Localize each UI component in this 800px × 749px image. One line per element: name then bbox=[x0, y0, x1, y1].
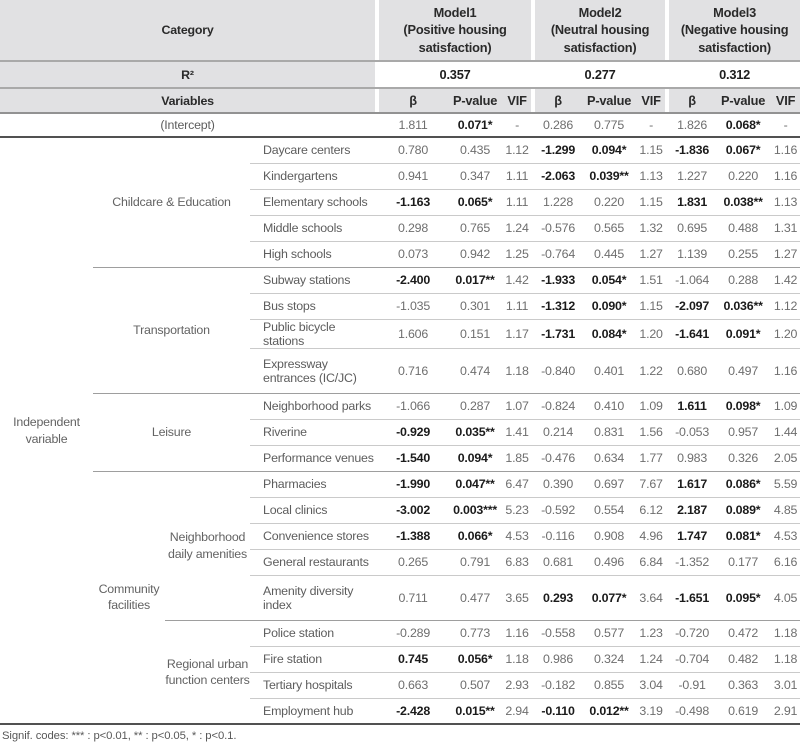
vif-value: 6.83 bbox=[503, 549, 531, 575]
table-row bbox=[0, 267, 800, 293]
variable-label: Kindergartens bbox=[250, 163, 375, 189]
p-value: 0.287 bbox=[447, 393, 503, 419]
vif-value: 3.65 bbox=[503, 575, 531, 620]
p-value: 0.220 bbox=[715, 163, 771, 189]
beta-value: -0.558 bbox=[535, 620, 581, 646]
beta-value: -1.731 bbox=[535, 319, 581, 348]
vif-value: 1.51 bbox=[637, 267, 665, 293]
model1-header bbox=[379, 0, 531, 61]
vif-value: 1.18 bbox=[503, 348, 531, 393]
beta-value: 0.716 bbox=[379, 348, 447, 393]
p-value: 0.177 bbox=[715, 549, 771, 575]
vif-value: 1.27 bbox=[637, 241, 665, 267]
variable-label: Elementary schools bbox=[250, 189, 375, 215]
p-value: 0.831 bbox=[581, 419, 637, 445]
vif-value: 4.85 bbox=[771, 497, 800, 523]
variable-label: High schools bbox=[250, 241, 375, 267]
beta-value: -0.592 bbox=[535, 497, 581, 523]
beta-value: 1.826 bbox=[669, 113, 715, 137]
vif-value: 1.15 bbox=[637, 189, 665, 215]
independent-variable-label: Independent variable bbox=[13, 415, 80, 446]
vif-value: 1.13 bbox=[771, 189, 800, 215]
vif-value: 1.18 bbox=[771, 620, 800, 646]
vif-value: 6.12 bbox=[637, 497, 665, 523]
vif-value: 4.05 bbox=[771, 575, 800, 620]
variable-label: Performance venues bbox=[250, 445, 375, 471]
p-value: 0.015** bbox=[447, 698, 503, 724]
p-value: 0.435 bbox=[460, 143, 491, 158]
beta-value: 0.265 bbox=[379, 549, 447, 575]
variable-label: Middle schools bbox=[250, 215, 375, 241]
p-value: 0.036** bbox=[715, 293, 771, 319]
beta-value: -2.428 bbox=[379, 698, 447, 724]
p-value: 0.288 bbox=[715, 267, 771, 293]
beta-value: -0.289 bbox=[379, 620, 447, 646]
beta-value: 0.983 bbox=[669, 445, 715, 471]
beta-value: -0.182 bbox=[535, 672, 581, 698]
p-value: 0.507 bbox=[447, 672, 503, 698]
vif-value: 1.42 bbox=[771, 267, 800, 293]
vif-value: 1.18 bbox=[771, 646, 800, 672]
p-value: 0.410 bbox=[581, 393, 637, 419]
model3-r2-value: 0.312 bbox=[669, 61, 800, 88]
subcategory-cell: Neighborhood daily amenities bbox=[165, 471, 250, 620]
variable-label: Daycare centers bbox=[263, 143, 351, 158]
vif-value: 7.67 bbox=[637, 471, 665, 497]
beta-value: -2.063 bbox=[535, 163, 581, 189]
vif-value: 1.17 bbox=[503, 319, 531, 348]
p-value: 0.496 bbox=[581, 549, 637, 575]
variable-label: Neighborhood parks bbox=[250, 393, 375, 419]
variable-label: Amenity diversity index bbox=[250, 575, 375, 620]
vif-value: 1.27 bbox=[771, 241, 800, 267]
beta-value: 0.680 bbox=[669, 348, 715, 393]
vif-value: 3.64 bbox=[637, 575, 665, 620]
beta-value: -0.498 bbox=[669, 698, 715, 724]
vif-value: 1.77 bbox=[637, 445, 665, 471]
vif-value: 6.47 bbox=[503, 471, 531, 497]
p-value: 0.003*** bbox=[447, 497, 503, 523]
vif-value: 3.19 bbox=[637, 698, 665, 724]
p-value: 0.497 bbox=[715, 348, 771, 393]
vif-value: 1.85 bbox=[503, 445, 531, 471]
p-value: 0.347 bbox=[447, 163, 503, 189]
variable-label: Bus stops bbox=[250, 293, 375, 319]
beta-value: 0.298 bbox=[379, 215, 447, 241]
table-row bbox=[0, 137, 800, 163]
vif-value: 1.09 bbox=[637, 393, 665, 419]
beta-value: -1.035 bbox=[379, 293, 447, 319]
variable-label: Police station bbox=[250, 620, 375, 646]
category-cell: Leisure bbox=[93, 393, 250, 471]
variable-label: Expressway entrances (IC/JC) bbox=[250, 348, 375, 393]
vif-value: 1.22 bbox=[637, 348, 665, 393]
p-value: 0.065* bbox=[447, 189, 503, 215]
vif-value: 1.12 bbox=[505, 143, 529, 158]
variable-label: Convenience stores bbox=[250, 523, 375, 549]
vif-value: 1.16 bbox=[773, 143, 798, 158]
vif-value: 1.25 bbox=[503, 241, 531, 267]
vif-value: 3.04 bbox=[637, 672, 665, 698]
beta-value: 0.745 bbox=[379, 646, 447, 672]
model2-header bbox=[535, 0, 665, 61]
beta-value: -1.388 bbox=[379, 523, 447, 549]
beta-value: -1.066 bbox=[379, 393, 447, 419]
p-value: 0.697 bbox=[581, 471, 637, 497]
beta-value: 1.611 bbox=[669, 393, 715, 419]
beta-value: -1.352 bbox=[669, 549, 715, 575]
beta-value: 1.139 bbox=[669, 241, 715, 267]
p-value: 0.047** bbox=[447, 471, 503, 497]
beta-value: -1.990 bbox=[379, 471, 447, 497]
beta-value: -1.299 bbox=[541, 143, 576, 158]
p-value: 0.035** bbox=[447, 419, 503, 445]
p-value: 0.401 bbox=[581, 348, 637, 393]
subcategory-cell: Regional urban function centers bbox=[165, 620, 250, 724]
vif-value: 6.16 bbox=[771, 549, 800, 575]
p-value: 0.488 bbox=[715, 215, 771, 241]
variables-label: Variables bbox=[0, 88, 375, 113]
p-value: 0.081* bbox=[715, 523, 771, 549]
beta-value: -1.836 bbox=[675, 143, 710, 158]
p-value: 0.094* bbox=[447, 445, 503, 471]
table-row bbox=[0, 471, 800, 497]
variable-label: General restaurants bbox=[250, 549, 375, 575]
p-value: 0.151 bbox=[447, 319, 503, 348]
p-value: 0.066* bbox=[447, 523, 503, 549]
vif-value: 2.93 bbox=[503, 672, 531, 698]
p-value: 0.765 bbox=[447, 215, 503, 241]
category-cell: Childcare & Education bbox=[112, 195, 231, 210]
p-value: 0.477 bbox=[447, 575, 503, 620]
model1-title: Model1 bbox=[433, 5, 477, 21]
beta-value: -0.476 bbox=[535, 445, 581, 471]
beta-value: -2.400 bbox=[379, 267, 447, 293]
vif-value: 1.15 bbox=[637, 293, 665, 319]
model2-vif-header: VIF bbox=[637, 88, 665, 113]
model1-r2-value: 0.357 bbox=[379, 61, 531, 88]
vif-value: 1.07 bbox=[503, 393, 531, 419]
variable-label: Tertiary hospitals bbox=[250, 672, 375, 698]
vif-value: 1.31 bbox=[771, 215, 800, 241]
p-value: 0.619 bbox=[715, 698, 771, 724]
beta-value: -1.064 bbox=[669, 267, 715, 293]
vif-value: 2.91 bbox=[771, 698, 800, 724]
beta-value: -1.540 bbox=[379, 445, 447, 471]
model2-subtitle: (Neutral housing satisfaction) bbox=[550, 22, 650, 55]
p-value: 0.363 bbox=[715, 672, 771, 698]
beta-value: 0.711 bbox=[379, 575, 447, 620]
model3-title: Model3 bbox=[713, 5, 757, 21]
vif-value: 5.23 bbox=[503, 497, 531, 523]
p-value: 0.091* bbox=[715, 319, 771, 348]
p-value: 0.474 bbox=[447, 348, 503, 393]
vif-value: 4.96 bbox=[637, 523, 665, 549]
p-value: 0.773 bbox=[447, 620, 503, 646]
p-value: 0.056* bbox=[447, 646, 503, 672]
vif-value: 1.20 bbox=[637, 319, 665, 348]
category-cell: Transportation bbox=[93, 267, 250, 393]
table-row bbox=[0, 393, 800, 419]
vif-value: 1.12 bbox=[771, 293, 800, 319]
p-value: 0.039** bbox=[581, 163, 637, 189]
vif-value: 1.11 bbox=[503, 163, 531, 189]
vif-value: 1.18 bbox=[503, 646, 531, 672]
beta-value: 0.390 bbox=[535, 471, 581, 497]
p-value: 0.017** bbox=[447, 267, 503, 293]
p-value: 0.071* bbox=[447, 113, 503, 137]
beta-value: -0.824 bbox=[535, 393, 581, 419]
vif-value: 1.23 bbox=[637, 620, 665, 646]
p-value: 0.301 bbox=[447, 293, 503, 319]
vif-value: - bbox=[771, 113, 800, 137]
beta-value: 0.214 bbox=[535, 419, 581, 445]
beta-value: 1.831 bbox=[669, 189, 715, 215]
beta-value: -0.764 bbox=[535, 241, 581, 267]
signif-codes-note: Signif. codes: *** : p<0.01, ** : p<0.05, * : p<0.1. bbox=[2, 730, 237, 742]
beta-value: -0.929 bbox=[379, 419, 447, 445]
p-value: 0.775 bbox=[581, 113, 637, 137]
vif-value: - bbox=[637, 113, 665, 137]
r2-label: R² bbox=[0, 61, 375, 88]
vif-value: 2.94 bbox=[503, 698, 531, 724]
model1-vif-header: VIF bbox=[503, 88, 531, 113]
beta-value: -3.002 bbox=[379, 497, 447, 523]
beta-value: -0.91 bbox=[669, 672, 715, 698]
model1-beta-header: β bbox=[379, 88, 447, 113]
variable-label: Public bicycle stations bbox=[250, 319, 375, 348]
p-value: 0.077* bbox=[581, 575, 637, 620]
vif-value: 1.16 bbox=[771, 348, 800, 393]
vif-value: - bbox=[503, 113, 531, 137]
vif-value: 1.11 bbox=[503, 293, 531, 319]
beta-value: 1.617 bbox=[669, 471, 715, 497]
p-value: 0.084* bbox=[581, 319, 637, 348]
beta-value: -0.576 bbox=[535, 215, 581, 241]
vif-value: 1.44 bbox=[771, 419, 800, 445]
beta-value: -1.163 bbox=[379, 189, 447, 215]
beta-value: -0.720 bbox=[669, 620, 715, 646]
p-value: 0.012** bbox=[581, 698, 637, 724]
p-value: 0.324 bbox=[581, 646, 637, 672]
model2-beta-header: β bbox=[535, 88, 581, 113]
intercept-row bbox=[0, 113, 800, 137]
p-value: 0.634 bbox=[581, 445, 637, 471]
model3-pvalue-header: P-value bbox=[715, 88, 771, 113]
beta-value: 0.293 bbox=[535, 575, 581, 620]
vif-value: 4.53 bbox=[503, 523, 531, 549]
beta-value: 0.286 bbox=[535, 113, 581, 137]
beta-value: 1.227 bbox=[669, 163, 715, 189]
beta-value: -0.840 bbox=[535, 348, 581, 393]
model1-pvalue-header: P-value bbox=[447, 88, 503, 113]
model3-header bbox=[669, 0, 800, 61]
vif-value: 1.42 bbox=[503, 267, 531, 293]
vif-value: 1.16 bbox=[503, 620, 531, 646]
beta-value: -0.116 bbox=[535, 523, 581, 549]
model2-pvalue-header: P-value bbox=[581, 88, 637, 113]
beta-value: -0.110 bbox=[535, 698, 581, 724]
beta-value: -2.097 bbox=[669, 293, 715, 319]
variable-label: Fire station bbox=[250, 646, 375, 672]
beta-value: 0.986 bbox=[535, 646, 581, 672]
beta-value: 1.811 bbox=[379, 113, 447, 137]
vif-value: 2.05 bbox=[771, 445, 800, 471]
p-value: 0.908 bbox=[581, 523, 637, 549]
variables-row bbox=[0, 88, 800, 113]
vif-value: 1.20 bbox=[771, 319, 800, 348]
beta-value: 0.073 bbox=[379, 241, 447, 267]
intercept-label: (Intercept) bbox=[0, 113, 375, 137]
model1-subtitle: (Positive housing satisfaction) bbox=[403, 22, 507, 55]
p-value: 0.095* bbox=[715, 575, 771, 620]
vif-value: 5.59 bbox=[771, 471, 800, 497]
model2-r2-value: 0.277 bbox=[535, 61, 665, 88]
vif-value: 1.15 bbox=[639, 143, 663, 158]
p-value: 0.472 bbox=[715, 620, 771, 646]
beta-value: 0.681 bbox=[535, 549, 581, 575]
beta-value: -0.704 bbox=[669, 646, 715, 672]
beta-value: -1.933 bbox=[535, 267, 581, 293]
p-value: 0.791 bbox=[447, 549, 503, 575]
variable-label: Subway stations bbox=[250, 267, 375, 293]
beta-value: -1.651 bbox=[669, 575, 715, 620]
p-value: 0.098* bbox=[715, 393, 771, 419]
beta-value: 0.941 bbox=[379, 163, 447, 189]
beta-value: 1.747 bbox=[669, 523, 715, 549]
r2-row bbox=[0, 61, 800, 88]
variable-label: Pharmacies bbox=[250, 471, 375, 497]
header-row bbox=[0, 0, 800, 61]
variable-label: Employment hub bbox=[250, 698, 375, 724]
p-value: 0.220 bbox=[581, 189, 637, 215]
p-value: 0.565 bbox=[581, 215, 637, 241]
model2-title: Model2 bbox=[578, 5, 622, 21]
p-value: 0.855 bbox=[581, 672, 637, 698]
p-value: 0.068* bbox=[715, 113, 771, 137]
p-value: 0.957 bbox=[715, 419, 771, 445]
vif-value: 4.53 bbox=[771, 523, 800, 549]
variable-label: Local clinics bbox=[250, 497, 375, 523]
model3-beta-header: β bbox=[669, 88, 715, 113]
beta-value: 2.187 bbox=[669, 497, 715, 523]
vif-value: 1.24 bbox=[503, 215, 531, 241]
beta-value: -0.053 bbox=[669, 419, 715, 445]
vif-value: 6.84 bbox=[637, 549, 665, 575]
p-value: 0.255 bbox=[715, 241, 771, 267]
p-value: 0.577 bbox=[581, 620, 637, 646]
p-value: 0.482 bbox=[715, 646, 771, 672]
vif-value: 1.11 bbox=[503, 189, 531, 215]
beta-value: -1.641 bbox=[669, 319, 715, 348]
vif-value: 1.32 bbox=[637, 215, 665, 241]
vif-value: 1.09 bbox=[771, 393, 800, 419]
vif-value: 1.24 bbox=[637, 646, 665, 672]
vif-value: 1.16 bbox=[771, 163, 800, 189]
vif-value: 1.13 bbox=[637, 163, 665, 189]
category-cell: Community facilities bbox=[93, 471, 165, 724]
p-value: 0.942 bbox=[447, 241, 503, 267]
p-value: 0.089* bbox=[715, 497, 771, 523]
beta-value: 0.695 bbox=[669, 215, 715, 241]
beta-value: 1.606 bbox=[379, 319, 447, 348]
vif-value: 3.01 bbox=[771, 672, 800, 698]
p-value: 0.554 bbox=[581, 497, 637, 523]
p-value: 0.038** bbox=[715, 189, 771, 215]
p-value: 0.326 bbox=[715, 445, 771, 471]
p-value: 0.090* bbox=[581, 293, 637, 319]
p-value: 0.445 bbox=[581, 241, 637, 267]
vif-value: 1.41 bbox=[503, 419, 531, 445]
category-header: Category bbox=[0, 0, 375, 61]
model3-vif-header: VIF bbox=[771, 88, 800, 113]
p-value: 0.094* bbox=[591, 143, 627, 158]
beta-value: -1.312 bbox=[535, 293, 581, 319]
beta-value: 0.663 bbox=[379, 672, 447, 698]
p-value: 0.054* bbox=[581, 267, 637, 293]
vif-value: 1.56 bbox=[637, 419, 665, 445]
beta-value: 0.780 bbox=[398, 143, 429, 158]
p-value: 0.067* bbox=[725, 143, 761, 158]
variable-label: Riverine bbox=[250, 419, 375, 445]
beta-value: 1.228 bbox=[535, 189, 581, 215]
model3-subtitle: (Negative housing satisfaction) bbox=[680, 22, 789, 55]
p-value: 0.086* bbox=[715, 471, 771, 497]
